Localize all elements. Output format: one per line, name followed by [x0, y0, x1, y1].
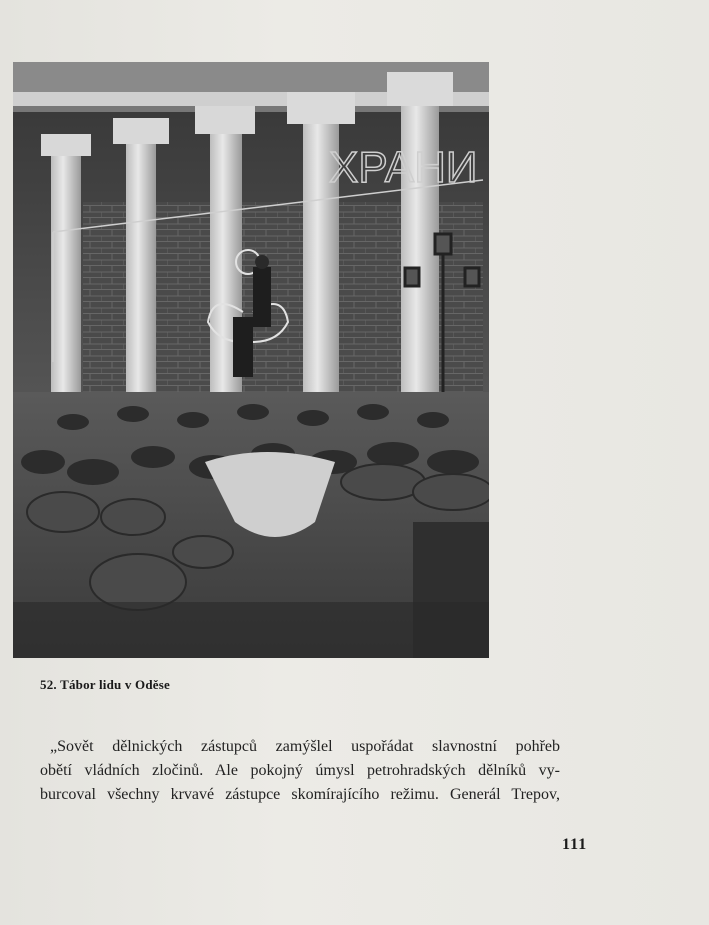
page-number: 111: [562, 836, 588, 853]
figure-caption: [40, 677, 170, 693]
paragraph-line: „Sovět dělnických zástupců zamýšlel uspořádat slavnostní pohřeb: [50, 738, 560, 755]
paragraph-line: obětí vládních zločinů. Ale pokojný úmysl petrohradských dělníků vy-: [40, 762, 560, 779]
paragraph-line: burcoval všechny krvavé zástupce skomírajícího režimu. Generál Trepov,: [40, 786, 560, 803]
historical-photograph: [13, 62, 489, 658]
body-paragraph: [40, 735, 560, 807]
sign-lettering: ХРАНИ: [329, 143, 478, 192]
photograph-crowd-odessa-icon: [13, 62, 489, 658]
caption-text: Tábor lidu v Oděse: [60, 677, 170, 692]
caption-number: 52.: [40, 677, 57, 692]
